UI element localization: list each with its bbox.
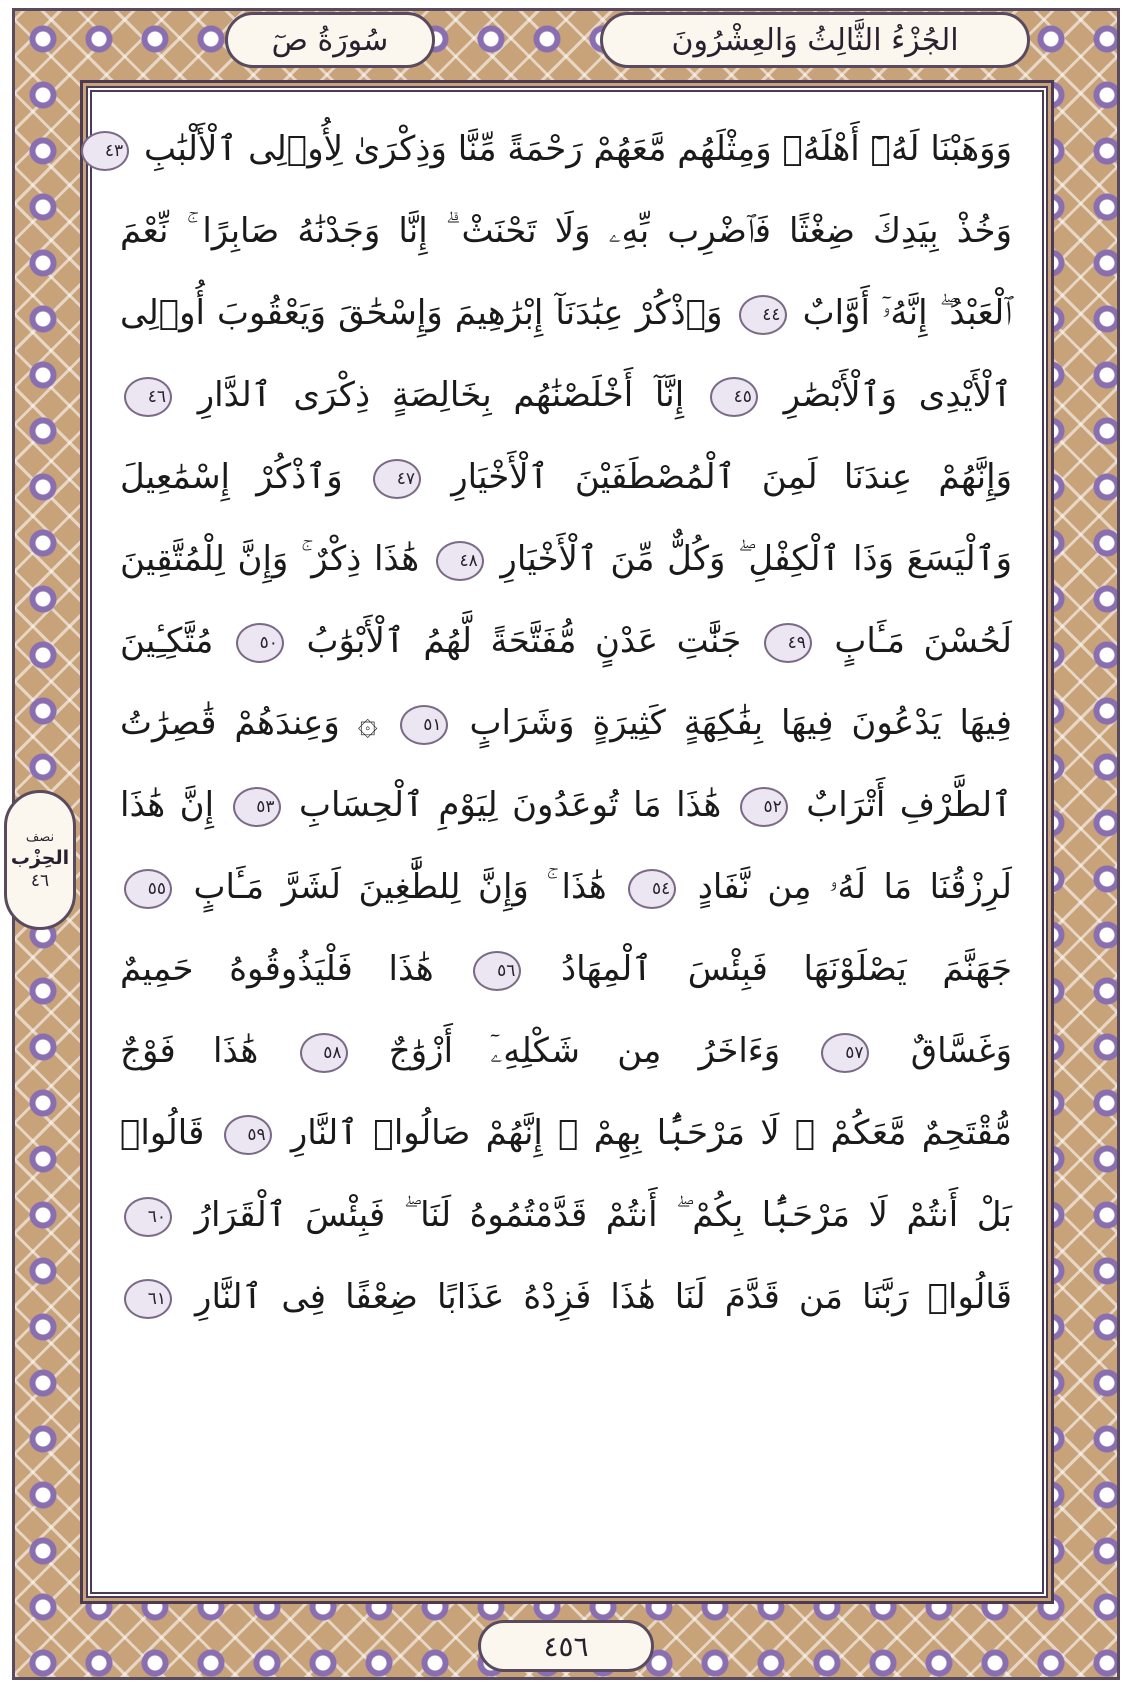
verse-text: وَخُذْ بِيَدِكَ ضِغْثًا فَٱضْرِب بِّهِۦ وَلَا تَحْنَثْ ۗ إِنَّا وَجَدْنَٰهُ صَابِرًا ۚ نِّعْمَ <box>120 211 1012 251</box>
text-line <box>104 108 1012 190</box>
ayah-number-marker: ٥٩ <box>224 1115 272 1155</box>
text-line <box>120 928 1012 1010</box>
text-line <box>120 190 1012 272</box>
quran-text <box>104 108 1013 1338</box>
text-line <box>120 354 1012 436</box>
ayah-number-marker: ٥٦ <box>473 951 521 991</box>
verse-text: جَنَّٰتِ عَدْنٍ مُّفَتَّحَةً لَّهُمُ ٱلْأَبْوَٰبُ <box>287 621 760 661</box>
hizb-label-main: الحِزْب <box>10 846 70 869</box>
verse-text: هَٰذَا فَلْيَذُوقُوهُ حَمِيمٌ <box>120 949 470 989</box>
ayah-number-marker: ٤٩ <box>764 623 812 663</box>
verse-text: ٱلْأَيْدِى وَٱلْأَبْصَٰرِ <box>761 375 1012 415</box>
verse-text: وَٱلْيَسَعَ وَذَا ٱلْكِفْلِ ۖ وَكُلٌّ مِّنَ ٱلْأَخْيَارِ <box>487 539 1013 579</box>
ayah-number-marker: ٤٣ <box>81 131 129 171</box>
text-line <box>120 1092 1012 1174</box>
verse-text: ٱلْعَبْدُ ۖ إِنَّهُۥٓ أَوَّابٌ <box>790 293 1012 333</box>
text-line <box>120 272 1012 354</box>
ayah-number-marker: ٥٥ <box>124 869 172 909</box>
ayah-number-marker: ٥٧ <box>821 1033 869 1073</box>
text-line <box>120 1174 1012 1256</box>
verse-text: وَوَهَبْنَا لَهُۥٓ أَهْلَهُۥ وَمِثْلَهُم مَّعَهُمْ رَحْمَةً مِّنَّا وَذِكْرَىٰ لِأُو۟لِى ٱلْأَلْبَٰبِ <box>133 129 1012 169</box>
verse-text: فِيهَا يَدْعُونَ فِيهَا بِفَٰكِهَةٍ كَثِيرَةٍ وَشَرَابٍ <box>451 703 1012 743</box>
juz-title: الجُزْءُ الثَّالِثُ وَالعِشْرُونَ <box>600 12 1030 68</box>
text-line <box>120 764 1012 846</box>
ayah-number-marker: ٥٨ <box>300 1033 348 1073</box>
hizb-number: ٤٦ <box>30 870 50 891</box>
verse-text: لَحُسْنَ مَـَٔابٍ <box>815 621 1012 661</box>
hizb-label-top: نصف <box>25 829 55 845</box>
ayah-number-marker: ٥١ <box>400 705 448 745</box>
verse-text: هَٰذَا ۚ وَإِنَّ لِلطَّٰغِينَ لَشَرَّ مَـَٔابٍ <box>176 867 625 907</box>
text-line <box>120 600 1012 682</box>
ayah-number-marker: ٦١ <box>124 1279 172 1319</box>
verse-text: إِنَّآ أَخْلَصْنَٰهُم بِخَالِصَةٍ ذِكْرَى ٱلدَّارِ <box>176 375 706 415</box>
page-number: ٤٥٦ <box>478 1620 654 1672</box>
verse-text: جَهَنَّمَ يَصْلَوْنَهَا فَبِئْسَ ٱلْمِهَادُ <box>525 949 1012 989</box>
text-line <box>120 846 1012 928</box>
verse-text: هَٰذَا فَوْجٌ <box>120 1031 296 1071</box>
verse-text: إِنَّ هَٰذَا <box>120 785 229 825</box>
verse-text: وَغَسَّاقٌ <box>873 1031 1013 1071</box>
verse-text: قَالُوا۟ رَبَّنَا مَن قَدَّمَ لَنَا هَٰذَا فَزِدْهُ عَذَابًا ضِعْفًا فِى ٱلنَّارِ <box>176 1277 1012 1317</box>
ayah-number-marker: ٦٠ <box>124 1197 172 1237</box>
verse-text: مُتَّكِـِٔينَ <box>120 621 232 661</box>
ayah-number-marker: ٥٢ <box>740 787 788 827</box>
ayah-number-marker: ٤٧ <box>373 459 421 499</box>
ayah-number-marker: ٥٣ <box>233 787 281 827</box>
text-line <box>120 682 1012 764</box>
text-line <box>120 518 1012 600</box>
verse-text: وَإِنَّهُمْ عِندَنَا لَمِنَ ٱلْمُصْطَفَيْنَ ٱلْأَخْيَارِ <box>424 457 1012 497</box>
verse-text: وَءَاخَرُ مِن شَكْلِهِۦٓ أَزْوَٰجٌ <box>351 1031 818 1071</box>
verse-text: هَٰذَا ذِكْرٌ ۚ وَإِنَّ لِلْمُتَّقِينَ <box>120 539 432 579</box>
verse-text: ۞ وَعِندَهُمْ قَٰصِرَٰتُ <box>120 703 396 743</box>
verse-text: هَٰذَا مَا تُوعَدُونَ لِيَوْمِ ٱلْحِسَابِ <box>284 785 736 825</box>
ayah-number-marker: ٤٨ <box>436 541 484 581</box>
verse-text: قَالُوا۟ <box>120 1113 220 1153</box>
ayah-number-marker: ٤٥ <box>710 377 758 417</box>
verse-text: مُّقْتَحِمٌ مَّعَكُمْ ۖ لَا مَرْحَبًۢا بِهِمْ ۚ إِنَّهُمْ صَالُوا۟ ٱلنَّارِ <box>275 1113 1012 1153</box>
text-line <box>120 1256 1012 1338</box>
ayah-number-marker: ٥٠ <box>236 623 284 663</box>
text-line <box>120 1010 1012 1092</box>
verse-text: وَٱذْكُرْ عِبَٰدَنَآ إِبْرَٰهِيمَ وَإِسْحَٰقَ وَيَعْقُوبَ أُو۟لِى <box>120 293 735 333</box>
verse-text: وَٱذْكُرْ إِسْمَٰعِيلَ <box>120 457 369 497</box>
text-line <box>120 436 1012 518</box>
hizb-marker <box>4 790 76 930</box>
verse-text: ٱلطَّرْفِ أَتْرَابٌ <box>791 785 1012 825</box>
ayah-number-marker: ٥٤ <box>628 869 676 909</box>
verse-text: بَلْ أَنتُمْ لَا مَرْحَبًۢا بِكُمْ ۖ أَنتُمْ قَدَّمْتُمُوهُ لَنَا ۖ فَبِئْسَ ٱلْقَرَارُ <box>176 1195 1012 1235</box>
ayah-number-marker: ٤٤ <box>739 295 787 335</box>
verse-text: لَرِزْقُنَا مَا لَهُۥ مِن نَّفَادٍ <box>680 867 1012 907</box>
ayah-number-marker: ٤٦ <box>124 377 172 417</box>
surah-title: سُورَةُ صٓ <box>225 12 435 68</box>
